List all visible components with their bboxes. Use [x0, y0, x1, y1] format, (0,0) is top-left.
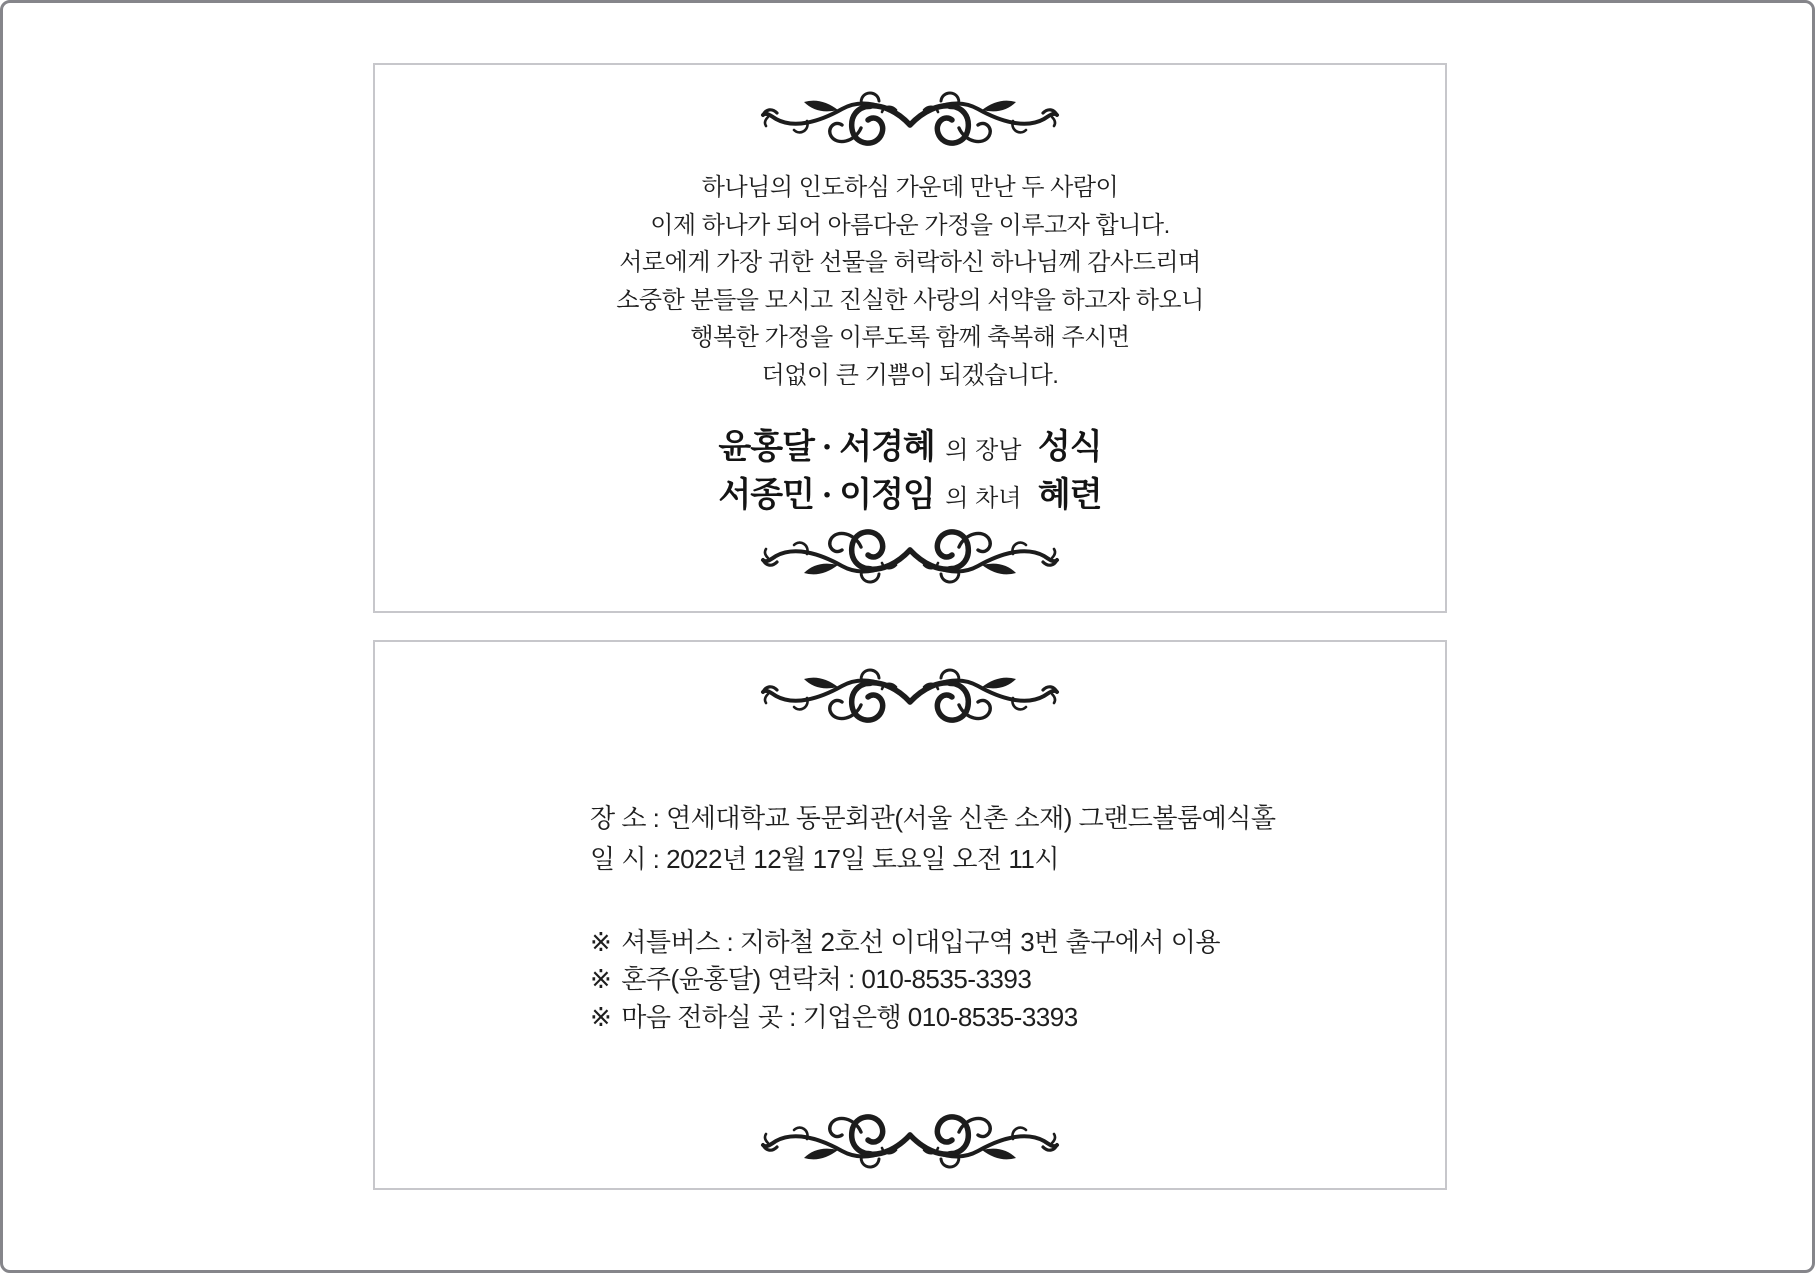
groom-parents-line [375, 427, 1445, 475]
reference-mark: ※ [590, 927, 612, 957]
groom-parents-names: 윤홍달 · 서경혜 [718, 429, 935, 466]
shuttle-note-text: 셔틀버스 : 지하철 2호선 이대입구역 3번 출구에서 이용 [621, 927, 1220, 957]
message-line: 서로에게 가장 귀한 선물을 허락하신 하나님께 감사드리며 [619, 249, 1201, 276]
flourish-ornament-icon [760, 88, 1060, 152]
bride-parents-line [375, 475, 1445, 523]
invitation-message [375, 169, 1445, 394]
groom-name: 성식 [1037, 429, 1102, 466]
date-line: 일 시 : 2022년 12월 17일 토요일 오전 11시 [590, 844, 1059, 874]
message-line: 더없이 큰 기쁨이 되겠습니다. [761, 361, 1059, 389]
message-line: 소중한 분들을 모시고 진실한 사랑의 서약을 하고자 하오니 [616, 286, 1204, 314]
flourish-ornament-icon [760, 1108, 1060, 1172]
flourish-ornament-icon [760, 665, 1060, 729]
bride-parents-names: 서종민 · 이정임 [718, 477, 935, 514]
venue-date-block [590, 798, 1276, 880]
contact-note-text: 혼주(윤홍달) 연락처 : 010-8535-3393 [621, 964, 1032, 995]
message-line: 이제 하나가 되어 아름다운 가정을 이루고자 합니다. [650, 211, 1170, 239]
notes-block [590, 924, 1220, 1036]
shuttle-note-line [590, 924, 1220, 961]
bride-relation-label: 의 차녀 [945, 485, 1022, 512]
reference-mark: ※ [590, 964, 612, 995]
venue-line: 장 소 : 연세대학교 동문회관(서울 신촌 소재) 그랜드볼룸예식홀 [590, 803, 1276, 833]
event-details-card [373, 640, 1447, 1190]
message-line: 행복한 가정을 이루도록 함께 축복해 주시면 [690, 324, 1130, 351]
invitation-message-card [373, 63, 1447, 613]
bank-note-line [590, 999, 1220, 1036]
reference-mark: ※ [590, 1001, 612, 1032]
contact-note-line [590, 961, 1220, 998]
bride-name: 혜련 [1037, 477, 1102, 514]
message-line: 하나님의 인도하심 가운데 만난 두 사람이 [701, 174, 1119, 201]
family-names [375, 427, 1445, 523]
groom-relation-label: 의 장남 [945, 437, 1022, 464]
flourish-ornament-icon [760, 523, 1060, 587]
bank-note-text: 마음 전하실 곳 : 기업은행 010-8535-3393 [621, 1001, 1078, 1032]
